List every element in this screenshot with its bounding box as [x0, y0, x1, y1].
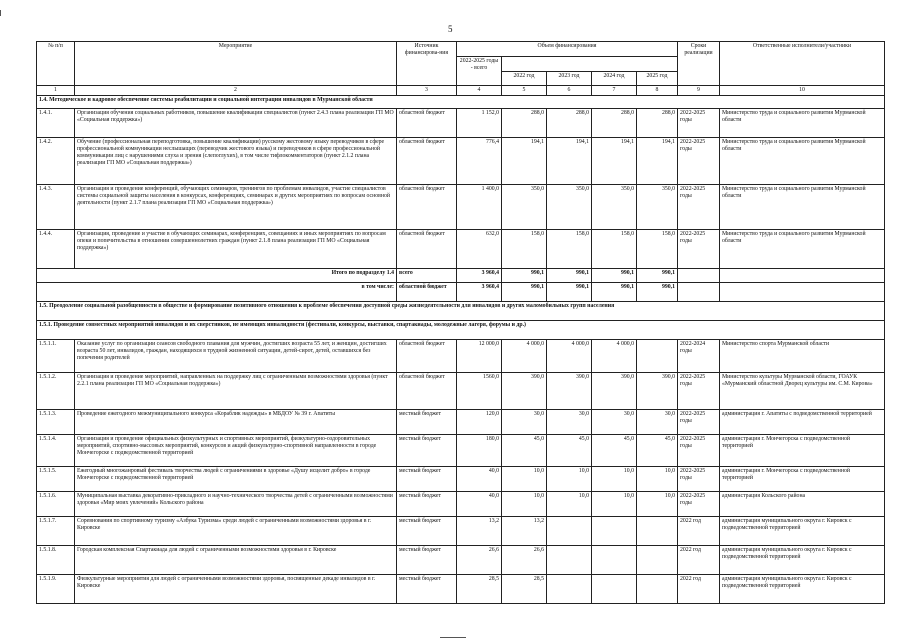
header-volume: Объем финансирования: [457, 42, 678, 57]
year-2024-cell: 194,1: [592, 138, 637, 185]
total-cell: 1 152,0: [457, 109, 502, 138]
column-number: 10: [720, 86, 885, 96]
bottom-mark: [440, 637, 466, 638]
total-cell: 26,6: [457, 546, 502, 575]
total-cell: 120,0: [457, 410, 502, 435]
year-2024-cell: 350,0: [592, 185, 637, 230]
year-2025-cell: [637, 340, 678, 373]
row-number: 1.5.1.6.: [37, 492, 75, 517]
total-year-2025: 990,1: [637, 269, 678, 283]
year-2024-cell: [592, 575, 637, 604]
row-number: 1.5.1.5.: [37, 467, 75, 492]
event-cell: Организация, проведение и участие в обучающих семинарах, конференциях, совещаниях и иных мероприятиях по вопросам опеки и попечительства в отношении совершеннолетних граждан (пункт 2.1.8 плана реализации ГП МО «Социальная поддержка»): [75, 230, 397, 269]
header-year: 2025 год: [637, 72, 678, 86]
year-2024-cell: 158,0: [592, 230, 637, 269]
year-2023-cell: 350,0: [547, 185, 592, 230]
section-heading: [37, 96, 885, 109]
year-2023-cell: 30,0: [547, 410, 592, 435]
event-cell: Городская комплексная Спартакиада для людей с ограниченными возможностями здоровья в г. Кировске: [75, 546, 397, 575]
year-2023-cell: 4 000,0: [547, 340, 592, 373]
year-2023-cell: 194,1: [547, 138, 592, 185]
row-number: 1.5.1.7.: [37, 517, 75, 546]
table-row: [37, 138, 885, 185]
source-cell: местный бюджет: [397, 517, 457, 546]
event-cell: Организация и проведение мероприятий, направленных на поддержку лиц с ограниченными возможностями здоровья (пункт 2.2.1 плана реализации ГП МО «Социальная поддержка»): [75, 373, 397, 410]
total-year-2022: 990,1: [502, 283, 547, 302]
total-responsible: [720, 283, 885, 302]
header-spacer: [502, 57, 678, 72]
year-2025-cell: 288,0: [637, 109, 678, 138]
table-row: [37, 467, 885, 492]
terms-cell: 2022 год: [678, 575, 720, 604]
terms-cell: 2022-2025 годы: [678, 435, 720, 467]
year-2022-cell: 158,0: [502, 230, 547, 269]
year-2025-cell: 194,1: [637, 138, 678, 185]
responsible-cell: администрация муниципального округа г. Кировск с подведомственной территорией: [720, 546, 885, 575]
header-event: Мероприятие: [75, 42, 397, 86]
responsible-cell: администрация г. Мончегорска с подведомственной территорией: [720, 435, 885, 467]
year-2025-cell: 45,0: [637, 435, 678, 467]
year-2022-cell: 30,0: [502, 410, 547, 435]
table-row: [37, 109, 885, 138]
table-row: [37, 492, 885, 517]
responsible-cell: администрация муниципального округа г. Кировск с подведомственной территорией: [720, 575, 885, 604]
header-source: Источник финансирова-ния: [397, 42, 457, 86]
total-source: всего: [397, 269, 457, 283]
total-row: [37, 269, 885, 283]
row-number: 1.5.1.1.: [37, 340, 75, 373]
year-2022-cell: 10,0: [502, 467, 547, 492]
terms-cell: 2022-2025 годы: [678, 185, 720, 230]
year-2022-cell: 390,0: [502, 373, 547, 410]
total-cell: 40,0: [457, 492, 502, 517]
responsible-cell: Министерство спорта Мурманской области: [720, 340, 885, 373]
total-source: областной бюджет: [397, 283, 457, 302]
source-cell: областной бюджет: [397, 230, 457, 269]
event-cell: Муниципальная выставка декоративно-прикладного и научно-технического творчества детей с ограниченными возможностями здоровья «Мир моих увлечений» Кольского района: [75, 492, 397, 517]
total-year-2024: 990,1: [592, 283, 637, 302]
column-number: 5: [502, 86, 547, 96]
year-2023-cell: [547, 517, 592, 546]
responsible-cell: администрация Кольского района: [720, 492, 885, 517]
column-number: 7: [592, 86, 637, 96]
event-cell: Ежегодный многожанровый фестиваль творчества людей с ограничениями в здоровье «Душу исцелит добро» в городе Мончегорске с подведомственной территорией: [75, 467, 397, 492]
total-cell: 632,0: [457, 230, 502, 269]
year-2022-cell: 288,0: [502, 109, 547, 138]
terms-cell: 2022 год: [678, 517, 720, 546]
responsible-cell: администрация муниципального округа г. Кировск с подведомственной территорией: [720, 517, 885, 546]
table-row: [37, 230, 885, 269]
source-cell: местный бюджет: [397, 435, 457, 467]
responsible-cell: Министерство культуры Мурманской области, ГОАУК «Мурманский областной Дворец культуры им. С.М. Кирова»: [720, 373, 885, 410]
terms-cell: 2022-2025 годы: [678, 373, 720, 410]
table-row: [37, 435, 885, 467]
total-cell: 40,0: [457, 467, 502, 492]
column-number: 2: [75, 86, 397, 96]
total-cell: 776,4: [457, 138, 502, 185]
source-cell: областной бюджет: [397, 340, 457, 373]
total-label: в том числе:: [37, 283, 397, 302]
total-row: [37, 283, 885, 302]
row-number: 1.5.1.3.: [37, 410, 75, 435]
year-2025-cell: 10,0: [637, 492, 678, 517]
total-responsible: [720, 269, 885, 283]
table-row: [37, 517, 885, 546]
year-2022-cell: 13,2: [502, 517, 547, 546]
column-number-row: [37, 86, 885, 96]
year-2023-cell: 158,0: [547, 230, 592, 269]
row-number: 1.5.1.9.: [37, 575, 75, 604]
margin-mark: [0, 10, 1, 16]
section-heading: [37, 302, 885, 321]
column-number: 8: [637, 86, 678, 96]
year-2022-cell: 45,0: [502, 435, 547, 467]
source-cell: местный бюджет: [397, 410, 457, 435]
year-2022-cell: 194,1: [502, 138, 547, 185]
year-2025-cell: [637, 575, 678, 604]
column-number: 9: [678, 86, 720, 96]
terms-cell: 2022-2025 годы: [678, 109, 720, 138]
total-cell: 13,2: [457, 517, 502, 546]
total-sum: 3 960,4: [457, 269, 502, 283]
header-responsible: Ответственные исполнители/участники: [720, 42, 885, 86]
terms-cell: 2022-2025 годы: [678, 138, 720, 185]
source-cell: областной бюджет: [397, 109, 457, 138]
year-2022-cell: 28,5: [502, 575, 547, 604]
year-2024-cell: 390,0: [592, 373, 637, 410]
year-2022-cell: 350,0: [502, 185, 547, 230]
total-cell: 1 400,0: [457, 185, 502, 230]
source-cell: областной бюджет: [397, 138, 457, 185]
header-year: 2024 год: [592, 72, 637, 86]
total-cell: 12 000,0: [457, 340, 502, 373]
total-label: Итого по подразделу 1.4: [37, 269, 397, 283]
responsible-cell: Министерство труда и социального развития Мурманской области: [720, 185, 885, 230]
year-2024-cell: [592, 517, 637, 546]
table-row: [37, 546, 885, 575]
section-heading-text: 1.4. Методическое и кадровое обеспечение системы реабилитации и социальной интеграции инвалидов в Мурманской области: [37, 96, 885, 109]
responsible-cell: Министерство труда и социального развития Мурманской области: [720, 138, 885, 185]
total-cell: 1560,0: [457, 373, 502, 410]
total-year-2022: 990,1: [502, 269, 547, 283]
year-2025-cell: 350,0: [637, 185, 678, 230]
year-2023-cell: 10,0: [547, 492, 592, 517]
year-2024-cell: 4 000,0: [592, 340, 637, 373]
year-2024-cell: 45,0: [592, 435, 637, 467]
event-cell: Оказание услуг по организации сеансов свободного плавания для мужчин, достигших возраста 55 лет, и женщин, достигших возраста 50 лет, инвалидов, граждан, находящихся в трудной жизненной ситуации, детей-сирот, детей, оставшихся без попечения родителей: [75, 340, 397, 373]
section-heading-text: 1.5. Преодоление социальной разобщенности в обществе и формирование позитивного отношения к проблеме обеспечения доступной среды жизнедеятельности для инвалидов и других маломобильных групп населения: [37, 302, 885, 321]
row-number: 1.4.4.: [37, 230, 75, 269]
column-number: 1: [37, 86, 75, 96]
total-terms: [678, 269, 720, 283]
year-2022-cell: 4 000,0: [502, 340, 547, 373]
table-row: [37, 575, 885, 604]
event-cell: Обучение (профессиональная переподготовка, повышение квалификации) русскому жестовому языку переводчиков в сфере профессиональной коммуникации неслышащих (переводчик жестового языка) и переводчиков в сфере профессиональной коммуникации лиц с нарушениями слуха и зрения (слепоглухих), в том числе тифлокомментаторов (пункт 2.1.2 плана реализации ГП МО «Социальная поддержка»): [75, 138, 397, 185]
source-cell: местный бюджет: [397, 546, 457, 575]
year-2025-cell: [637, 546, 678, 575]
subsection-heading-text: 1.5.1. Проведение совместных мероприятий инвалидов и их сверстников, не имеющих инвалидности (фестивали, конкурсы, выставки, спартакиады, молодежные лагеря, форумы и др.): [37, 321, 885, 340]
year-2024-cell: 10,0: [592, 467, 637, 492]
total-year-2023: 990,1: [547, 269, 592, 283]
total-year-2024: 990,1: [592, 269, 637, 283]
terms-cell: 2022-2025 годы: [678, 467, 720, 492]
total-sum: 3 960,4: [457, 283, 502, 302]
year-2025-cell: 158,0: [637, 230, 678, 269]
row-number: 1.5.1.2.: [37, 373, 75, 410]
terms-cell: 2022-2025 годы: [678, 410, 720, 435]
terms-cell: 2022-2025 годы: [678, 230, 720, 269]
event-cell: Организация и проведение конференций, обучающих семинаров, тренингов по проблемам инвалидов, участие специалистов системы социальной защиты населения в конкурсах, конференциях, семинарах и других мероприятиях по вопросам основной деятельности (пункт 2.1.7 плана реализации ГП МО «Социальная поддержка»): [75, 185, 397, 230]
total-year-2025: 990,1: [637, 283, 678, 302]
header-terms: Сроки реализации: [678, 42, 720, 86]
year-2025-cell: 10,0: [637, 467, 678, 492]
year-2024-cell: [592, 546, 637, 575]
source-cell: местный бюджет: [397, 467, 457, 492]
year-2023-cell: 45,0: [547, 435, 592, 467]
header-total: 2022-2025 годы - всего: [457, 57, 502, 86]
row-number: 1.5.1.8.: [37, 546, 75, 575]
column-number: 3: [397, 86, 457, 96]
terms-cell: 2022-2024 годы: [678, 340, 720, 373]
table-row: [37, 340, 885, 373]
row-number: 1.4.2.: [37, 138, 75, 185]
table-row: [37, 185, 885, 230]
header-year: 2022 год: [502, 72, 547, 86]
year-2024-cell: 30,0: [592, 410, 637, 435]
total-terms: [678, 283, 720, 302]
row-number: 1.4.3.: [37, 185, 75, 230]
column-number: 4: [457, 86, 502, 96]
responsible-cell: Министерство труда и социального развития Мурманской области: [720, 230, 885, 269]
year-2023-cell: [547, 575, 592, 604]
source-cell: областной бюджет: [397, 373, 457, 410]
financing-table: [36, 41, 885, 604]
terms-cell: 2022 год: [678, 546, 720, 575]
responsible-cell: администрация г. Мончегорска с подведомственной территорией: [720, 467, 885, 492]
responsible-cell: администрация г. Апатиты с подведомственной территорией: [720, 410, 885, 435]
total-cell: 28,5: [457, 575, 502, 604]
event-cell: Организация и проведение официальных физкультурных и спортивных мероприятий, физкультурно-оздоровительных мероприятий, спортивно-массовых мероприятий, конкурсов и акций физкультурно-спортивной направленности в городе Мончегорске с подведомственной территорией: [75, 435, 397, 467]
event-cell: Физкультурные мероприятия для людей с ограниченными возможностями здоровья, посвященные декаде инвалидов в г. Кировске: [75, 575, 397, 604]
year-2024-cell: 288,0: [592, 109, 637, 138]
subsection-heading: [37, 321, 885, 340]
table-row: [37, 373, 885, 410]
responsible-cell: Министерство труда и социального развития Мурманской области: [720, 109, 885, 138]
source-cell: областной бюджет: [397, 185, 457, 230]
source-cell: местный бюджет: [397, 575, 457, 604]
event-cell: Соревнования по спортивному туризму «Азбука Туризма» среди людей с ограниченными возможностями здоровья в г. Кировске: [75, 517, 397, 546]
year-2023-cell: 390,0: [547, 373, 592, 410]
row-number: 1.4.1.: [37, 109, 75, 138]
header-row: [37, 42, 885, 57]
source-cell: местный бюджет: [397, 492, 457, 517]
year-2024-cell: 10,0: [592, 492, 637, 517]
header-no: № п/п: [37, 42, 75, 86]
total-cell: 180,0: [457, 435, 502, 467]
year-2022-cell: 10,0: [502, 492, 547, 517]
year-2025-cell: 390,0: [637, 373, 678, 410]
total-year-2023: 990,1: [547, 283, 592, 302]
terms-cell: 2022-2025 годы: [678, 492, 720, 517]
page-number: 5: [448, 24, 453, 34]
year-2025-cell: 30,0: [637, 410, 678, 435]
event-cell: Проведение ежегодного межмуниципального конкурса «Кораблик надежды» в МБДОУ № 39 г. Апатиты: [75, 410, 397, 435]
year-2022-cell: 26,6: [502, 546, 547, 575]
header-year: 2023 год: [547, 72, 592, 86]
year-2025-cell: [637, 517, 678, 546]
year-2023-cell: 10,0: [547, 467, 592, 492]
year-2023-cell: 288,0: [547, 109, 592, 138]
event-cell: Организация обучения социальных работников, повышение квалификации специалистов (пункт 2.4.3 плана реализации ГП МО «Социальная поддержка»): [75, 109, 397, 138]
row-number: 1.5.1.4.: [37, 435, 75, 467]
column-number: 6: [547, 86, 592, 96]
table-row: [37, 410, 885, 435]
year-2023-cell: [547, 546, 592, 575]
